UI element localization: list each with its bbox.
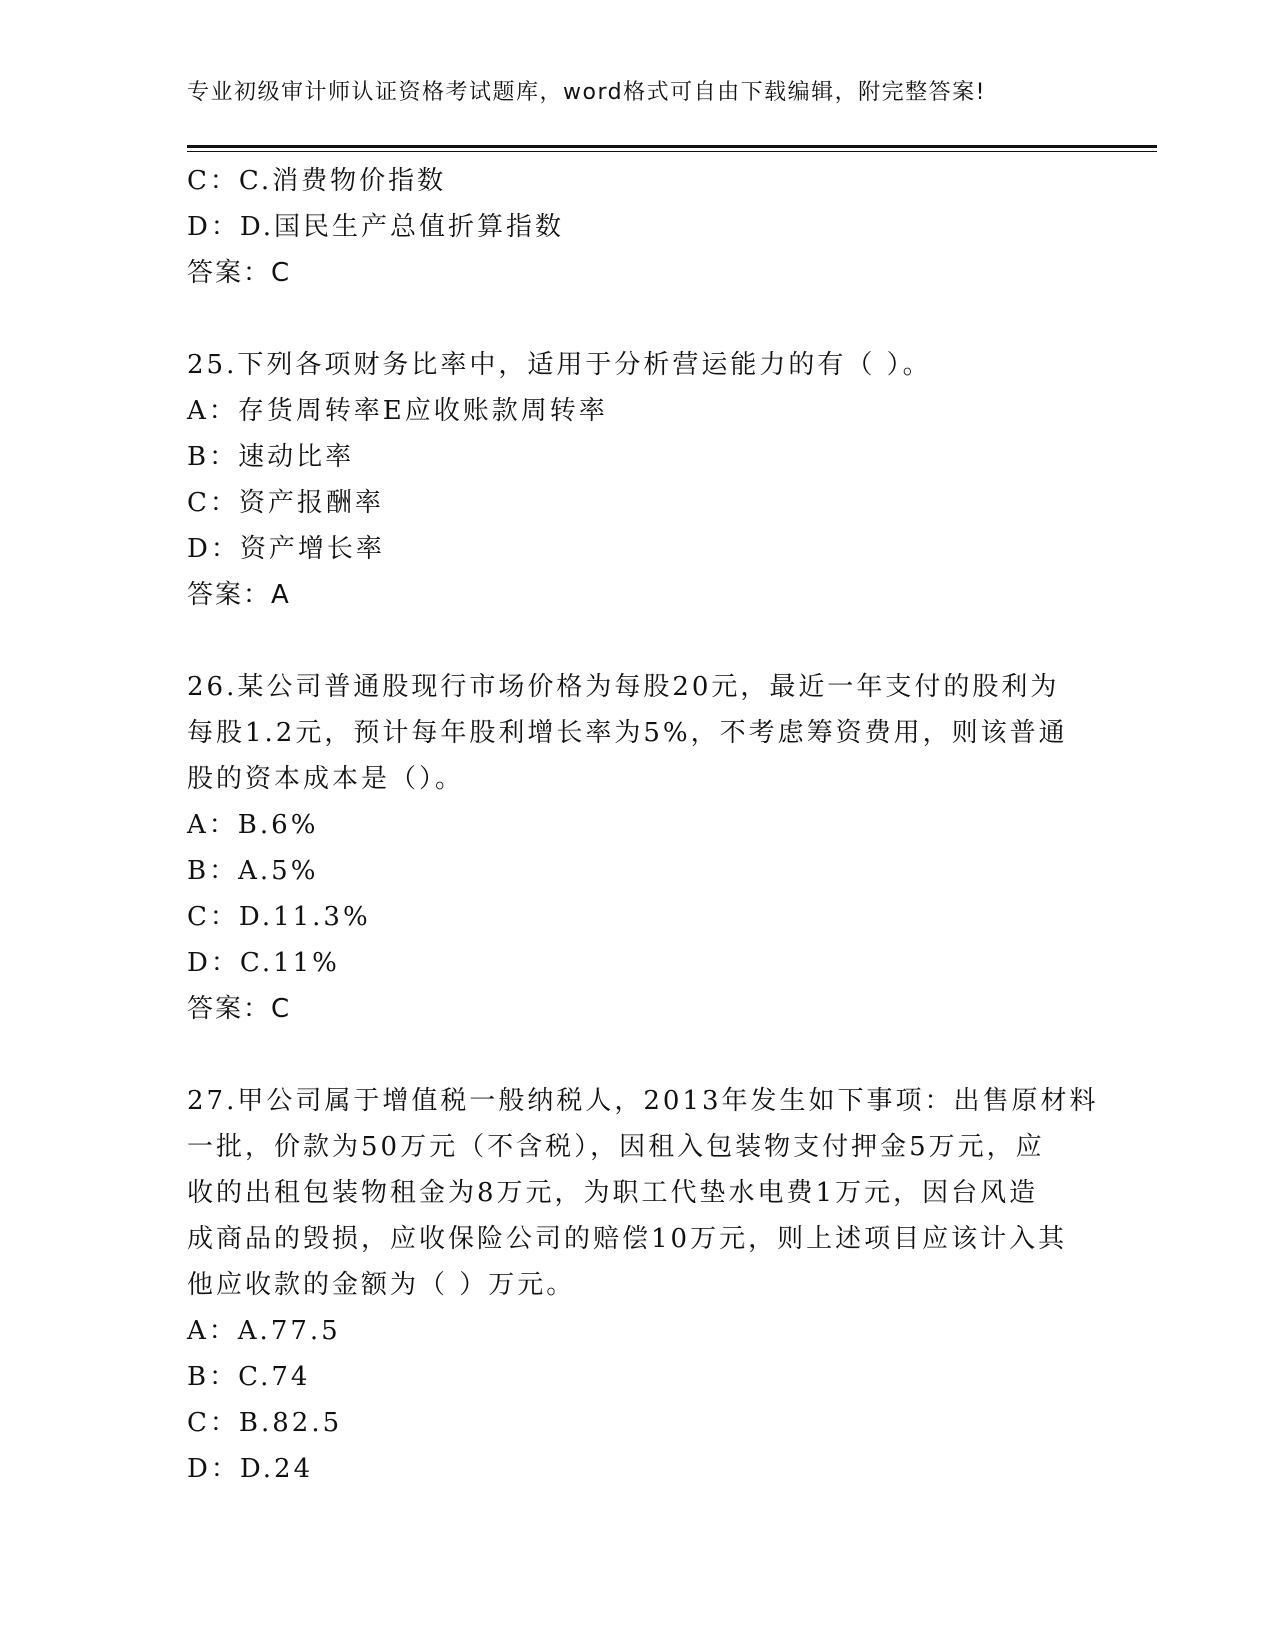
question-stem: 27.甲公司属于增值税一般纳税人，2013年发生如下事项：出售原材料 — [187, 1086, 1099, 1116]
option-line: B：A.5% — [187, 856, 319, 886]
question-stem: 股的资本成本是（）。 — [187, 764, 465, 794]
answer-line: 答案：C — [187, 994, 292, 1024]
spacer — [187, 1032, 1087, 1078]
question-list — [187, 158, 1099, 1492]
option-line: B：速动比率 — [187, 442, 355, 472]
question-26 — [187, 664, 1087, 1032]
option-line: D：D.国民生产总值折算指数 — [187, 212, 565, 242]
question-stem: 每股1.2元，预计每年股利增长率为5%，不考虑筹资费用，则该普通 — [187, 718, 1068, 748]
option-line: C：D.11.3% — [187, 902, 371, 932]
question-stem: 成商品的毁损，应收保险公司的赔偿10万元，则上述项目应该计入其 — [187, 1224, 1068, 1254]
question-stem: 25.下列各项财务比率中，适用于分析营运能力的有（ ）。 — [187, 350, 932, 380]
option-line: C：C.消费物价指数 — [187, 166, 447, 196]
option-line: C：B.82.5 — [187, 1408, 343, 1438]
option-line: D：资产增长率 — [187, 534, 385, 564]
answer-line: 答案：A — [187, 580, 291, 610]
question-25 — [187, 342, 1087, 618]
header-rule-thin — [187, 151, 1157, 152]
header-rule-thick — [187, 145, 1157, 148]
question-stem: 26.某公司普通股现行市场价格为每股20元，最近一年支付的股利为 — [187, 672, 1060, 702]
answer-line: 答案：C — [187, 258, 292, 288]
question-stem: 收的出租包装物租金为8万元，为职工代垫水电费1万元，因台风造 — [187, 1178, 1039, 1208]
option-line: B：C.74 — [187, 1362, 311, 1392]
header-note: 专业初级审计师认证资格考试题库，word格式可自由下载编辑，附完整答案! — [187, 80, 986, 105]
option-line: D：D.24 — [187, 1454, 314, 1484]
option-line: A：B.6% — [187, 810, 319, 840]
spacer — [187, 296, 1087, 342]
prev-question-options — [187, 158, 1087, 250]
option-line: A：A.77.5 — [187, 1316, 341, 1346]
spacer — [187, 618, 1087, 664]
question-stem: 他应收款的金额为（ ）万元。 — [187, 1270, 576, 1300]
option-line: C：资产报酬率 — [187, 488, 384, 518]
option-line: A：存货周转率E应收账款周转率 — [187, 396, 608, 426]
option-line: D：C.11% — [187, 948, 340, 978]
question-stem: 一批，价款为50万元（不含税），因租入包装物支付押金5万元，应 — [187, 1132, 1045, 1162]
question-27 — [187, 1078, 1099, 1492]
